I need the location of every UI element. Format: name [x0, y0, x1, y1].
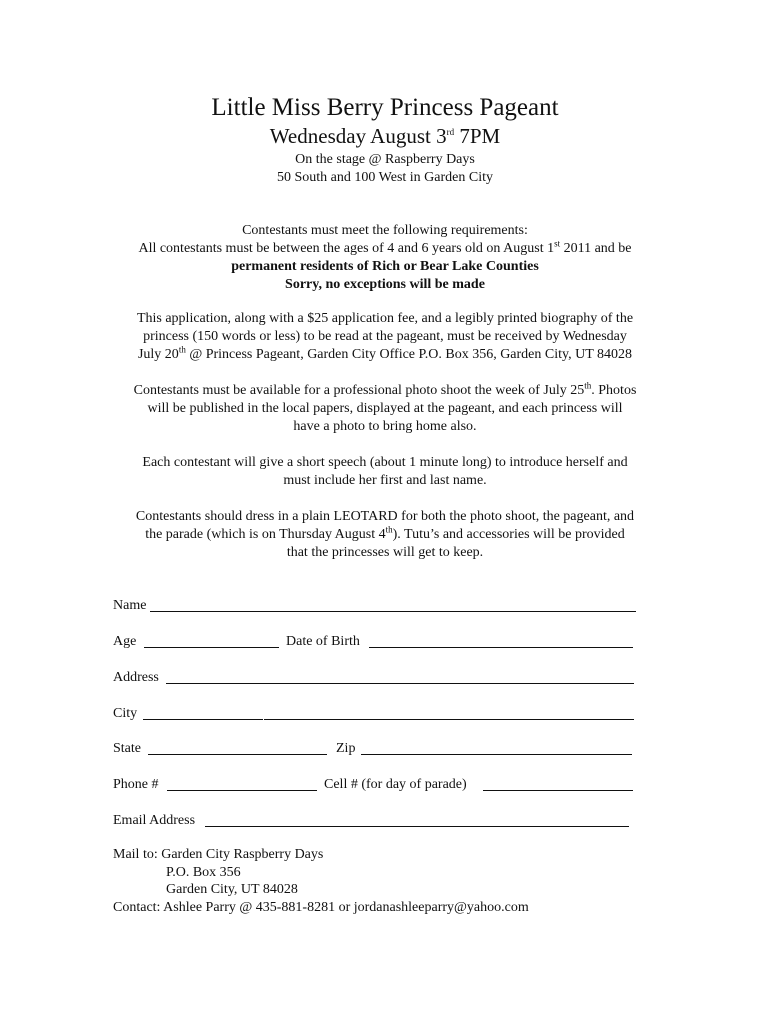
cell-label: Cell # (for day of parade): [324, 777, 467, 792]
cell-blank[interactable]: [483, 790, 633, 791]
address-label: Address: [113, 670, 159, 685]
state-label: State: [113, 741, 141, 756]
photo-line: have a photo to bring home also.: [293, 419, 477, 434]
state-zip-field: [113, 740, 638, 758]
dress-paragraph: [108, 508, 662, 562]
page-title: Little Miss Berry Princess Pageant: [211, 94, 559, 121]
phone-label: Phone #: [113, 777, 159, 792]
dress-line: the parade (which is on Thursday August 4th). Tutu’s and accessories will be provided: [145, 524, 625, 542]
address-field: [113, 669, 638, 687]
dress-line: that the princesses will get to keep.: [286, 545, 484, 560]
no-exceptions-note: Sorry, no exceptions will be made: [285, 277, 485, 292]
name-blank[interactable]: [150, 611, 636, 612]
dob-blank[interactable]: [369, 647, 633, 648]
address-blank[interactable]: [166, 683, 634, 684]
email-label: Email Address: [113, 813, 196, 828]
location-line-1: On the stage @ Raspberry Days: [295, 152, 475, 167]
requirements-intro: Contestants must meet the following requirements:: [242, 223, 528, 238]
email-blank[interactable]: [205, 826, 629, 827]
age-label: Age: [113, 634, 137, 649]
application-paragraph: [108, 310, 662, 364]
state-blank[interactable]: [148, 754, 327, 755]
dob-label: Date of Birth: [286, 634, 360, 649]
photo-paragraph: [108, 382, 662, 436]
name-label: Name: [113, 598, 147, 613]
phone-cell-field: [113, 776, 638, 794]
city-blank-2[interactable]: [264, 719, 634, 720]
residency-requirement: permanent residents of Rich or Bear Lake Counties: [231, 259, 539, 274]
age-requirement: All contestants must be between the ages of 4 and 6 years old on August 1st 2011 and be: [138, 238, 632, 256]
city-label: City: [113, 706, 138, 721]
dress-line: Contestants should dress in a plain LEOTARD for both the photo shoot, the pageant, and: [135, 509, 635, 524]
email-field: [113, 812, 638, 830]
city-field: [113, 705, 638, 723]
photo-line: Contestants must be available for a professional photo shoot the week of July 25th. Photos: [133, 380, 637, 398]
zip-label: Zip: [336, 741, 356, 756]
contact-line: Contact: Ashlee Parry @ 435-881-8281 or jordanashleeparry@yahoo.com: [113, 899, 529, 915]
application-line: July 20th @ Princess Pageant, Garden City Office P.O. Box 356, Garden City, UT 84028: [137, 344, 633, 362]
zip-blank[interactable]: [361, 754, 632, 755]
event-date-time: Wednesday August 3rd 7PM: [269, 124, 501, 148]
speech-line: Each contestant will give a short speech (about 1 minute long) to introduce herself and: [142, 455, 628, 470]
name-field: [113, 597, 638, 615]
photo-line: will be published in the local papers, displayed at the pageant, and each princess will: [147, 401, 623, 416]
mail-to-line: Mail to: Garden City Raspberry Days: [113, 847, 324, 862]
application-line: princess (150 words or less) to be read at the pageant, must be received by Wednesday: [143, 329, 627, 344]
mail-po-box: P.O. Box 356: [166, 864, 241, 880]
speech-line: must include her first and last name.: [283, 473, 487, 488]
age-blank[interactable]: [144, 647, 279, 648]
phone-blank[interactable]: [167, 790, 317, 791]
location-line-2: 50 South and 100 West in Garden City: [277, 170, 493, 185]
application-line: This application, along with a $25 application fee, and a legibly printed biography of the: [136, 311, 634, 326]
speech-paragraph: [108, 454, 662, 490]
age-dob-field: [113, 633, 638, 651]
city-blank-1[interactable]: [143, 719, 263, 720]
mail-city-line: Garden City, UT 84028: [166, 882, 298, 897]
mailing-info: [113, 846, 529, 916]
